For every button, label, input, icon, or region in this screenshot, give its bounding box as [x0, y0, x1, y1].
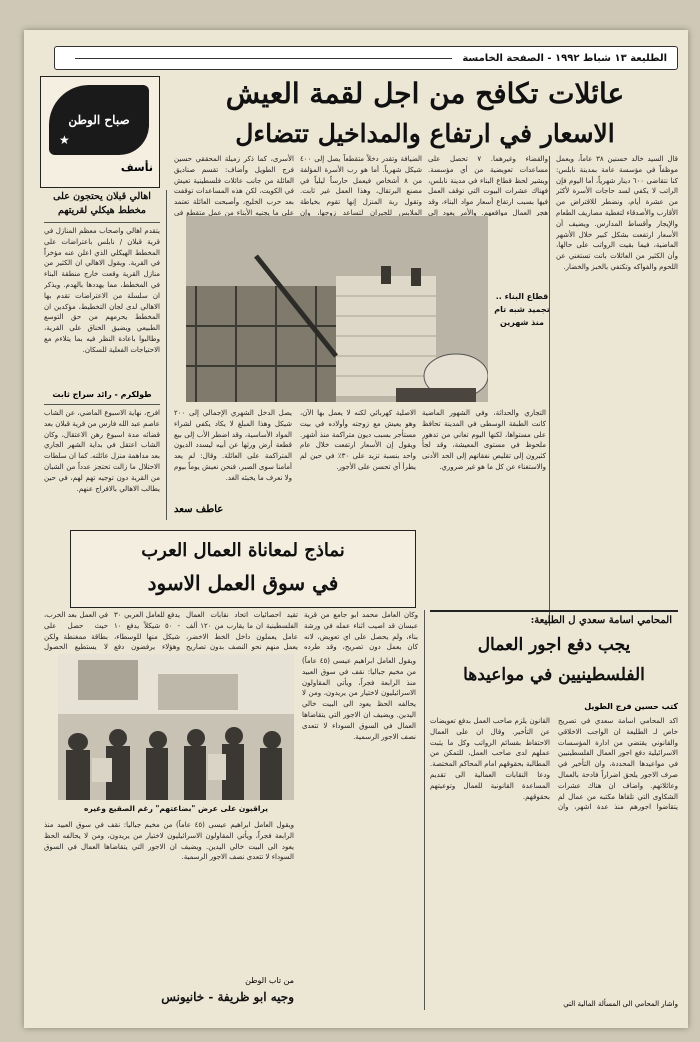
qablan-end-rule: [44, 404, 160, 405]
page-header-bar: [54, 46, 678, 70]
lawyer-headline-line2: يجب دفع اجور العمال: [477, 635, 631, 655]
workers-column-1: في العمل بعد الحرب، حيث حصل على بطاقة ممغنطة ولكن لا يستطيع الحصول: [44, 611, 108, 652]
construction-photo: [186, 216, 488, 402]
workers-scene: [58, 654, 294, 800]
lead-headline: [174, 74, 676, 164]
lawyer-headline-line3: الفلسطينيين في مواعيدها: [463, 665, 645, 685]
lawyer-headline-line1: المحامي اسامة سعدي ل الطليعة:: [530, 615, 672, 626]
lead-article-column-6: الاصلية كهربائي لكنه لا يعمل بها الآن، وهو يعيش مع زوجته وأولاده في بيت مستأجر بسبب ديون متراكمة منذ أشهر. ويقول إن الأسعار ارتفعت خلال عام واحد بنسبة تزيد على ٣٠٪ في حين لم يطرأ أي تحسن على الأجور.: [300, 409, 416, 471]
workers-column-3: تقيد احصائيات اتحاد نقابات العمال الفلسطينية ان ما يقارب من ١٢٠ ألف عامل يعملون داخل الخط الاخضر، يعمل منهم نحو النصف بدون تصاريح: [186, 611, 298, 652]
column-box: [40, 76, 160, 188]
construction-photo-caption: قطاع البناء .. تجميد شبه تام منذ شهرين: [494, 292, 550, 327]
workers-headline-box: [70, 530, 416, 608]
lawyer-intro: كتب حسين فرج الطويل: [584, 702, 678, 711]
page-label: الطليعة ١٣ شباط ١٩٩٢ - الصفحة الخامسة: [462, 52, 667, 64]
lawyer-body: اكد المحامي اسامة سعدي في تصريح خاص لـ الطليعة ان الواجب الاخلاقي والقانوني يقتضي من ادارة المؤسسات الاسرائيلية دفع اجور العمال الفلسطينيين في مواعيدها المحددة، وان التأخير في صرف الاجور يلحق اضراراً فادحة بالعمال وعائلاتهم. واضاف ان هناك عشرات الشكاوى التي تلقاها مكتبه من عمال لم يتقاضوا اجورهم منذ عدة اشهر، وان القانون يلزم صاحب العمل بدفع تعويضات عن التأخير. وقال ان على العمال الاحتفاظ بقسائم الرواتب وكل ما يثبت عملهم لدى صاحب العمل، للتمكن من المطالبة بحقوقهم امام المحاكم المختصة. ودعا النقابات العمالية الى تقديم المساعدة القانونية للعمال وتوعيتهم بحقوقهم.: [430, 717, 678, 812]
lead-headline-line2: الاسعار في ارتفاع والمداخيل تتضاءل: [235, 119, 615, 148]
header-rule: [75, 58, 452, 59]
workers-headline-line1: نماذج لمعاناة العمال العرب: [141, 540, 345, 561]
workers-byline-names: وجيه ابو ظريفة - خانيونس: [161, 990, 294, 1004]
left-column-rule: [166, 190, 167, 520]
construction-scene: [186, 216, 488, 402]
lead-article-column-7: التجاري والحداثة، وفي الشهور الماضية كانت الطبقة الوسطى في المدينة تحافظ على مستواها، لكنها اليوم تعاني من تدهور ملحوظ في مستوى المعيشة، وقد لجأ كثيرون إلى تقليص نفقاتهم إلى الحد الأدنى والاستغناء عن كل ما هو غير ضروري.: [422, 409, 546, 471]
lawyer-end-line: واشار المحامي الى المسألة المالية التي: [563, 1000, 678, 1008]
lead-article-column-2: والقضاء وغيرهما. ٧ تحصل على مساعدات تعويضية من أي مؤسسة. ويشير لحظ قطاع البناء في مدينة نابلس، فهناك عشرات البيوت التي توقف العمل فيها بسبب ارتفاع أسعار مواد البناء، وقد هجر العمال مواقعهم. والأمر يعود إلى: [428, 155, 548, 216]
lead-article-column-3: الضيافة وتقدر دخلاً متقطعاً يصل إلى ٤٠٠ شيكل شهرياً. أما هو رب الأسرة المؤلفة من ٨ أشخاص فيعمل حارساً ليلياً في مصنع البرتقال، وهذا العمل غير ثابت. وتقول ربة المنزل إنها تقوم بخياطة الملابس للجيران لتساعد زوجها، وإن: [300, 155, 422, 216]
workers-photo: [58, 654, 294, 800]
qablan-lower-body: افرج، نهاية الاسبوع الماضي، عن الشاب عاصم عبد الله فارس من قرية قبلان بعد قضائه مدة اسبوع رهن الاعتقال، وكان الشاب اعتقل في بداية الشهر الجاري بعد مداهمة منزل عائلته. كما ان سلطات الاحتلال ما زالت تحتجز عدداً من الشبان من القرية دون توجيه تهم لهم، في حين يطالب الاهالي بالافراج عنهم.: [44, 409, 160, 493]
qablan-headline: اهالي قبلان يحتجون على مخطط هيكلي لقريتهم: [53, 191, 151, 216]
lead-article-column-4: الأسرى، كما ذكر زميلة المحققي حسين فرج الطويل وأضاف: تقسم صناديق العائلة من جانب عائلات فلسطينية تعيش في الكويت، لكن هذه المساعدات توقفت بعد حرب الخليج، وأصبحت العائلة تعتمد على ما يجنيه الأبناء من عمل متقطع في: [174, 155, 294, 216]
column-rule: [549, 156, 550, 626]
workers-column-4: وكان العامل محمد ابو جامع من قرية عبسان قد اصيب اثناء عمله في ورشة بناء، ولم يحصل على اي تعويض، لانه كان يعمل دون تصريح، وقد طرده: [304, 611, 418, 652]
workers-column-bottom: ويقول العامل ابراهيم عيسى (٤٥ عاماً) من مخيم جباليا: نقف في سوق العبيد منذ الرابعة فجراً، ويأتي المقاولون الاسرائيليون لاختيار من يريدون، ومن لا يحالفه الحظ يعود الى البيت خالي اليدين. ويضيف ان الاجور التي يتقاضاها العمال في السوق السوداء لا تتعدى نصف الاجور الرسمية.: [44, 821, 294, 862]
qablan-rule: [44, 222, 160, 223]
logo-text: صباح الوطن: [68, 113, 130, 127]
lawyer-headline-box: [430, 610, 678, 700]
qablan-byline: طولكرم - رائد سراج ثابت: [52, 390, 152, 399]
lead-article-column-1: قال السيد خالد حسنين ٣٨ عاماً، ويعمل موظفاً في مؤسسة عامة بمدينة نابلس: كنا نتقاضى ٦٠٠ دينار شهرياً، أما اليوم فإن الراتب لا يكفي لسد حاجات الأسرة لأكثر من عشرة أيام، ونضطر للاقتراض من الأقارب والأصدقاء لتغطية مصاريف الطعام والإيجار وأقساط المدارس. ويضيف أن الأسعار ارتفعت بشكل كبير خلال الأشهر الماضية، فيما بقيت الرواتب على حالها، وأن الكثير من العائلات باتت تستغني عن اللحوم والفواكه وتكتفي بالخبز والخضار.: [556, 155, 678, 271]
workers-headline-line2: في سوق العمل الاسود: [147, 571, 339, 595]
workers-byline-place: من تاب الوطن: [245, 976, 294, 985]
qablan-body: يتقدم اهالي واصحاب معظم المنازل في قرية قبلان / نابلس باعتراضات على المخطط الهيكلي الذي اعلن عنه مؤخراً في القرية. ويقول الاهالي ان الكثير من منازل القرية وقعت خارج منطقة البناء في المخطط، مما يهددها بالهدم. ويذكر ان سلسلة من الاعتراضات تقدم بها الاهالي لدى لجان التخطيط، مؤكدين ان المخطط يحرمهم من حق التوسع الطبيعي ويضيق الخناق على القرية، وطالبوا باعادة النظر فيه بما يتلاءم مع الاحتياجات الفعلية للسكان.: [44, 227, 160, 354]
column-subtitle: نأسف: [120, 161, 153, 174]
star-icon: ★: [59, 133, 70, 147]
workers-photo-caption: يراقبون على عرض "بضاعتهم" رغم الصقيع وغيره: [84, 804, 268, 813]
workers-column-2: يدفع للعامل العربي ٣٠ - ٥٠ شيكلاً يدفع ١٠ شيكل منها للوسطاء، وهؤلاء يرفضون دفع: [114, 611, 180, 652]
lead-signature: عاطف سعد: [174, 504, 224, 515]
lawyer-column-rule: [424, 610, 425, 1010]
lead-headline-line1: عائلات تكافح من اجل لقمة العيش: [225, 77, 625, 110]
column-logo: [49, 85, 149, 155]
newspaper-page: [24, 30, 688, 1028]
lead-article-column-5: يصل الدخل الشهري الإجمالي إلى ٢٠٠ شيكل وهذا المبلغ لا يكاد يكفي لشراء المواد الأساسية، وقد اضطر الأب إلى بيع قطعة أرض ورثها عن أبيه ليسدد الديون المتراكمة على العائلة. وقال: لم يعد أمامنا سوى الصبر، فنحن نعيش يوماً بيوم ولا نعرف ما يخبئه الغد.: [174, 409, 292, 482]
workers-column-right: ويقول العامل ابراهيم عيسى (٤٥ عاماً) من مخيم جباليا: نقف في سوق العبيد منذ الرابعة فجراً، ويأتي المقاولون الاسرائيليون لاختيار من يريدون، ومن لا يحالفه الحظ يعود الى البيت خالي اليدين. ويضيف ان الاجور التي يتقاضاها العمال في السوق السوداء لا تتعدى نصف الاجور الرسمية.: [302, 657, 416, 741]
